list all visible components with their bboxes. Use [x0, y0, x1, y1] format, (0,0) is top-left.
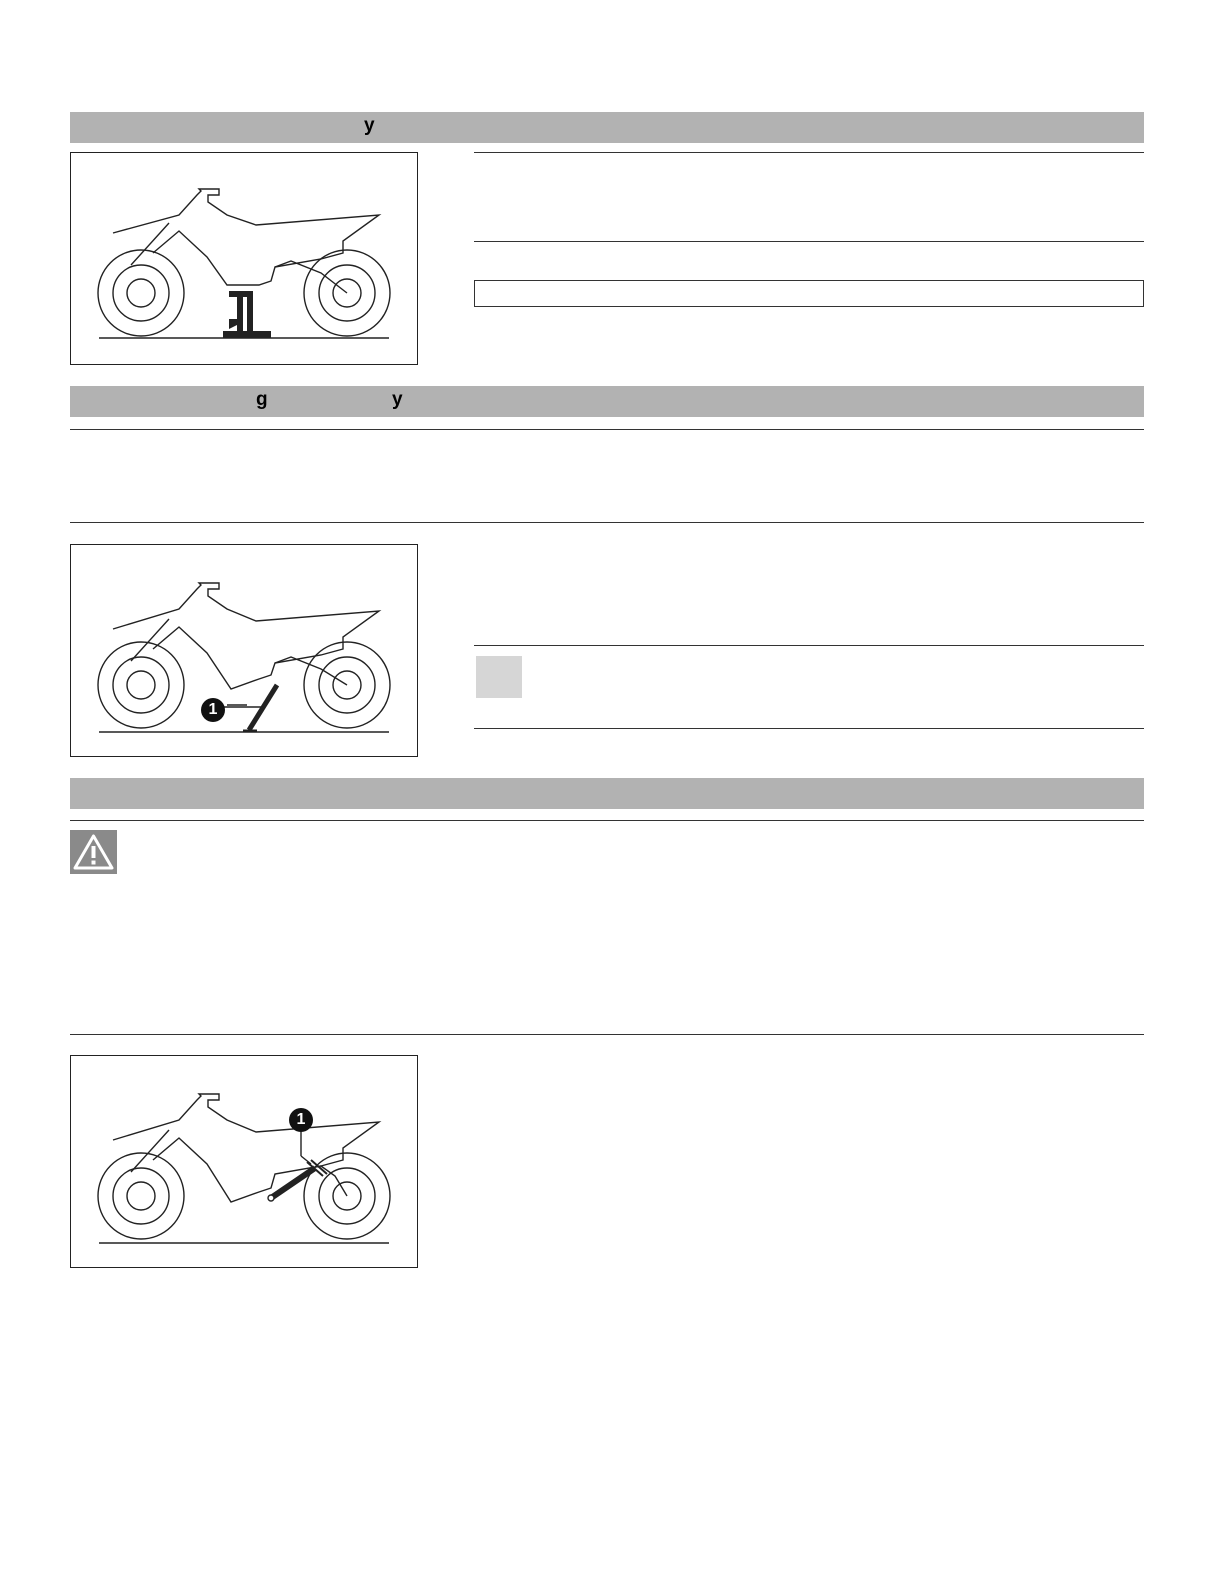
motorcycle-side-stand-illustration: [71, 545, 419, 758]
section-2-rule-top: [70, 429, 1144, 430]
text-rule-2b: [474, 728, 1144, 729]
text-rule-1b: [474, 241, 1144, 242]
section-3-rule-bottom: [70, 1034, 1144, 1035]
section-header-3: [70, 778, 1144, 809]
callout-1b-label: 1: [296, 1111, 306, 1128]
section-header-2-glyph-y: y: [392, 389, 403, 410]
section-header-2-glyph-g: g: [256, 389, 268, 410]
section-header-2: [70, 386, 1144, 417]
motorcycle-shock-absorber-illustration: [71, 1056, 419, 1269]
callout-1-marker-b: [289, 1108, 313, 1132]
warning-triangle-icon: [70, 830, 117, 874]
section-header-1: [70, 112, 1144, 143]
motorcycle-stand-figure: [70, 152, 418, 365]
section-header-1-glyph-y: y: [364, 115, 375, 136]
motorcycle-side-stand-figure: [70, 544, 418, 757]
motorcycle-on-stand-illustration: [71, 153, 419, 366]
text-rule-1a: [474, 152, 1144, 153]
motorcycle-shock-figure: [70, 1055, 418, 1268]
section-3-rule-top: [70, 820, 1144, 821]
callout-1-label: 1: [208, 701, 218, 718]
text-rule-2a: [474, 645, 1144, 646]
callout-1-marker: [201, 698, 225, 722]
section-2-rule-bottom: [70, 522, 1144, 523]
note-square-icon: [476, 656, 522, 698]
boxed-table-row: [474, 280, 1144, 307]
